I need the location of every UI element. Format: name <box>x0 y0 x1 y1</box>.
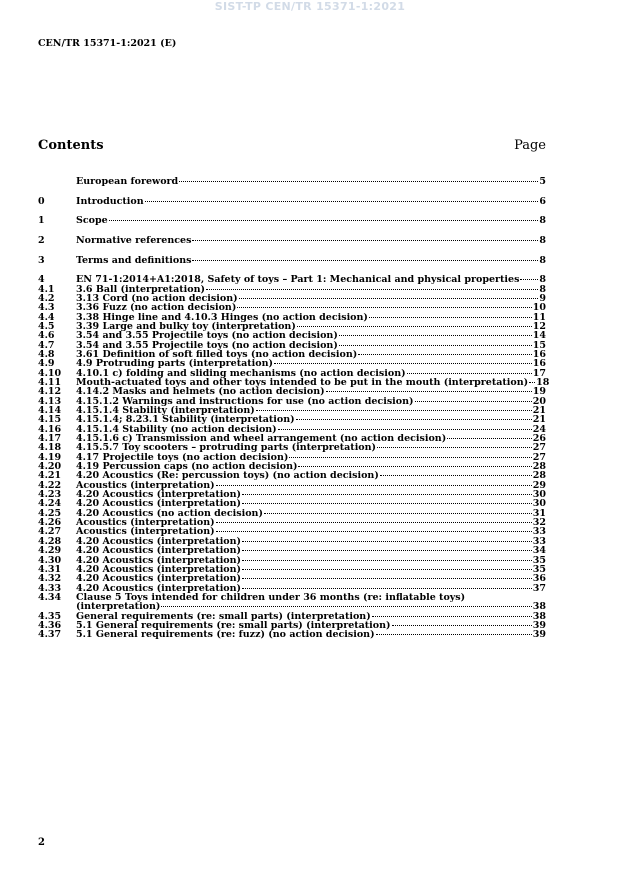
toc-entry-page: 6 <box>539 195 546 207</box>
toc-leader-dots <box>376 634 532 635</box>
toc-entry-page: 27 <box>532 442 546 454</box>
toc-entry-number: 4.13 <box>38 395 62 407</box>
toc-entry-page: 9 <box>539 292 546 304</box>
toc-leader-dots <box>216 485 532 486</box>
toc-entry-title: 4.15.1.4 Stability (interpretation) <box>76 405 255 417</box>
toc-leader-dots <box>339 335 532 336</box>
toc-entry-page: 29 <box>532 479 546 491</box>
toc-entry-title: 4.20 Acoustics (interpretation) <box>76 563 242 575</box>
toc-entry-page: 18 <box>536 376 550 388</box>
toc-entry-page: 28 <box>532 461 546 473</box>
toc-entry-title: 4.15.1.4; 8.23.1 Stability (interpretation) <box>76 414 295 426</box>
toc-entry[interactable] <box>38 256 546 265</box>
toc-leader-dots <box>145 201 539 202</box>
toc-entry-number: 4.24 <box>38 498 62 510</box>
toc-entry-number: 4.30 <box>38 554 62 566</box>
page-column-label: Page <box>514 138 546 153</box>
toc-entry-page: 30 <box>532 489 546 501</box>
toc-entry-title: 3.54 and 3.55 Projectile toys (no action decision) <box>76 339 338 351</box>
toc-entry-title: 4.20 Acoustics (no action decision) <box>76 507 263 519</box>
toc-leader-dots <box>296 419 532 420</box>
toc-entry-title: 5.1 General requirements (re: small parts) (interpretation) <box>76 619 391 631</box>
toc-entry-number: 4.25 <box>38 507 62 519</box>
toc-entry-title: Terms and definitions <box>76 254 192 266</box>
toc-entry-number: 4.20 <box>38 461 62 473</box>
toc-entry-page: 37 <box>532 582 546 594</box>
document-id-header: CEN/TR 15371-1:2021 (E) <box>38 38 177 49</box>
toc-entry-number: 4.7 <box>38 339 55 351</box>
toc-entry-number: 4.9 <box>38 358 55 370</box>
toc-entry[interactable] <box>38 236 546 245</box>
toc-entry-title: 3.36 Fuzz (no action decision) <box>76 302 237 314</box>
toc-entry-number: 4.14 <box>38 405 62 417</box>
toc-entry-title: 4.20 Acoustics (interpretation) <box>76 498 242 510</box>
toc-entry-title: 4.17 Projectile toys (no action decision) <box>76 451 289 463</box>
toc-leader-dots <box>179 181 538 182</box>
toc-entry-number: 4 <box>38 274 45 286</box>
toc-entry-title: 3.6 Ball (interpretation) <box>76 283 205 295</box>
toc-entry[interactable] <box>38 197 546 206</box>
toc-entry-number: 4.21 <box>38 470 62 482</box>
toc-entry-number: 4.12 <box>38 386 62 398</box>
toc-entry-page: 30 <box>532 498 546 510</box>
toc-entry-number: 4.6 <box>38 330 55 342</box>
toc-leader-dots <box>242 541 532 542</box>
toc-entry-title: 5.1 General requirements (re: fuzz) (no action decision) <box>76 629 375 641</box>
toc-entry-title: 3.38 Hinge line and 4.10.3 Hinges (no action decision) <box>76 311 368 323</box>
toc-leader-dots <box>447 438 532 439</box>
contents-heading: Contents <box>38 138 104 153</box>
toc-leader-dots <box>392 625 532 626</box>
toc-entry-page: 16 <box>532 348 546 360</box>
toc-entry-number: 4.36 <box>38 619 62 631</box>
toc-entry-title: 4.10.1 c) folding and sliding mechanisms (no action decision) <box>76 367 406 379</box>
toc-entry-title: 4.15.1.6 c) Transmission and wheel arrangement (no action decision) <box>76 433 447 445</box>
toc-entry-page: 20 <box>532 395 546 407</box>
toc-entry-page: 8 <box>539 254 546 266</box>
toc-entry-title: Acoustics (interpretation) <box>76 526 215 538</box>
toc-entry-number: 4.19 <box>38 451 62 463</box>
toc-leader-dots <box>326 391 532 392</box>
toc-entry-number: 4.4 <box>38 311 55 323</box>
toc-leader-dots <box>415 401 532 402</box>
toc-entry-page: 5 <box>539 176 546 187</box>
toc-entry-page: 21 <box>532 414 546 426</box>
toc-entry-number: 4.31 <box>38 563 62 575</box>
toc-entry-title: 3.39 Large and bulky toy (interpretation) <box>76 320 296 332</box>
toc-entry-page: 21 <box>532 405 546 417</box>
table-of-contents <box>38 176 550 641</box>
toc-entry-page: 36 <box>532 573 546 585</box>
toc-leader-dots <box>297 326 532 327</box>
toc-entry-title: 3.61 Definition of soft filled toys (no action decision) <box>76 348 358 360</box>
toc-leader-dots <box>216 522 532 523</box>
toc-entry[interactable] <box>38 177 546 186</box>
toc-entry-title: 4.14.2 Masks and helmets (no action decision) <box>76 386 325 398</box>
toc-leader-dots <box>264 513 532 514</box>
toc-entry-page: 8 <box>539 283 546 295</box>
toc-entry-number: 4.32 <box>38 573 62 585</box>
toc-entry-number: 4.29 <box>38 545 62 557</box>
toc-entry-number: 4.16 <box>38 423 62 435</box>
toc-leader-dots <box>256 410 532 411</box>
toc-entry-number: 4.35 <box>38 610 62 622</box>
toc-leader-dots <box>242 569 532 570</box>
toc-entry-page: 10 <box>532 302 546 314</box>
toc-entry-page: 39 <box>532 629 546 641</box>
toc-leader-dots <box>278 429 532 430</box>
toc-entry-page: 12 <box>532 320 546 332</box>
toc-entry[interactable] <box>38 630 546 639</box>
toc-entry-page: 31 <box>532 507 546 519</box>
toc-entry-number: 4.1 <box>38 283 55 295</box>
toc-entry-number: 4.2 <box>38 292 55 304</box>
toc-leader-dots <box>339 345 532 346</box>
toc-leader-dots <box>274 363 532 364</box>
toc-leader-dots <box>529 382 535 383</box>
toc-entry-title: European foreword <box>76 176 179 187</box>
toc-leader-dots <box>520 279 538 280</box>
toc-entry-title: Scope <box>76 215 108 227</box>
toc-entry-page: 32 <box>532 517 546 529</box>
toc-entry-title-continued: (interpretation) <box>76 601 161 613</box>
toc-leader-dots <box>242 494 532 495</box>
toc-entry-title: 4.20 Acoustics (interpretation) <box>76 554 242 566</box>
toc-entry-page: 35 <box>532 563 546 575</box>
toc-entry-number: 4.17 <box>38 433 62 445</box>
toc-entry-number: 4.22 <box>38 479 62 491</box>
toc-leader-dots <box>242 588 532 589</box>
watermark: SIST-TP CEN/TR 15371-1:2021 <box>214 0 406 13</box>
toc-entry-number: 4.26 <box>38 517 62 529</box>
toc-entry-title: 3.54 and 3.55 Projectile toys (no action decision) <box>76 330 338 342</box>
toc-entry-page: 14 <box>532 330 546 342</box>
toc-entry-number: 4.3 <box>38 302 55 314</box>
toc-entry-page: 26 <box>532 433 546 445</box>
toc-leader-dots <box>289 457 531 458</box>
toc-entry-page: 35 <box>532 554 546 566</box>
toc-entry-number: 4.15 <box>38 414 62 426</box>
toc-entry-number: 2 <box>38 234 45 246</box>
toc-entry-page: 27 <box>532 451 546 463</box>
toc-entry-title: 4.20 Acoustics (interpretation) <box>76 582 242 594</box>
toc-leader-dots <box>192 260 538 261</box>
toc-entry-number: 4.33 <box>38 582 62 594</box>
toc-entry-title: Clause 5 Toys intended for children under 36 months (re: inflatable toys) <box>76 591 466 603</box>
toc-leader-dots <box>242 503 532 504</box>
toc-leader-dots <box>372 616 532 617</box>
toc-entry-number: 4.11 <box>38 376 62 388</box>
toc-entry-page: 24 <box>532 423 546 435</box>
toc-leader-dots <box>109 220 539 221</box>
toc-leader-dots <box>206 289 538 290</box>
toc-entry-title: 4.20 Acoustics (Re: percussion toys) (no action decision) <box>76 470 379 482</box>
toc-entry-title: 4.9 Protruding parts (interpretation) <box>76 358 273 370</box>
toc-leader-dots <box>380 475 532 476</box>
toc-entry-page: 17 <box>532 367 546 379</box>
toc-entry-number: 4.23 <box>38 489 62 501</box>
toc-leader-dots <box>298 466 531 467</box>
toc-entry-title: 4.15.1.4 Stability (no action decision) <box>76 423 277 435</box>
toc-entry-number: 4.18 <box>38 442 62 454</box>
toc-entry-title: Introduction <box>76 195 144 207</box>
toc-leader-dots <box>242 550 532 551</box>
toc-entry-number: 4.5 <box>38 320 55 332</box>
toc-entry-page: 38 <box>532 601 546 613</box>
toc-entry-page: 33 <box>532 535 546 547</box>
toc-entry-number: 4.28 <box>38 535 62 547</box>
toc-entry-title: 4.20 Acoustics (interpretation) <box>76 573 242 585</box>
toc-entry-number: 4.34 <box>38 591 62 603</box>
toc-entry-title: Acoustics (interpretation) <box>76 517 215 529</box>
toc-leader-dots <box>242 578 532 579</box>
toc-entry-page: 33 <box>532 526 546 538</box>
toc-leader-dots <box>216 531 532 532</box>
toc-entry-page: 16 <box>532 358 546 370</box>
toc-leader-dots <box>358 354 532 355</box>
toc-entry-title: 4.20 Acoustics (interpretation) <box>76 545 242 557</box>
toc-entry-title: 3.13 Cord (no action decision) <box>76 292 238 304</box>
toc-leader-dots <box>192 240 538 241</box>
toc-entry-page: 11 <box>532 311 546 323</box>
toc-entry-page: 34 <box>532 545 546 557</box>
toc-entry-page: 39 <box>532 619 546 631</box>
toc-leader-dots <box>242 560 532 561</box>
toc-leader-dots <box>237 307 531 308</box>
toc-entry-number: 3 <box>38 254 45 266</box>
toc-entry-number: 0 <box>38 195 45 207</box>
toc-leader-dots <box>407 373 532 374</box>
toc-entry-title: Normative references <box>76 234 192 246</box>
toc-entry-number: 4.8 <box>38 348 55 360</box>
toc-entry[interactable] <box>38 216 546 225</box>
toc-entry-title: EN 71-1:2014+A1:2018, Safety of toys – Part 1: Mechanical and physical properties <box>76 274 520 286</box>
toc-leader-dots <box>239 298 539 299</box>
toc-leader-dots <box>369 317 532 318</box>
toc-entry-page: 19 <box>532 386 546 398</box>
toc-entry-title: General requirements (re: small parts) (interpretation) <box>76 610 371 622</box>
toc-entry-title: 4.20 Acoustics (interpretation) <box>76 489 242 501</box>
toc-entry-page: 28 <box>532 470 546 482</box>
toc-entry-page: 8 <box>539 234 546 246</box>
toc-entry-title: Acoustics (interpretation) <box>76 479 215 491</box>
toc-entry-number: 1 <box>38 215 45 227</box>
toc-entry-page: 38 <box>532 610 546 622</box>
toc-entry-number: 4.37 <box>38 629 62 641</box>
toc-entry-page: 8 <box>539 274 546 286</box>
toc-entry-number: 4.10 <box>38 367 62 379</box>
toc-leader-dots <box>377 447 532 448</box>
toc-entry-title: Mouth-actuated toys and other toys intended to be put in the mouth (interpretation) <box>76 376 529 388</box>
toc-entry-page: 15 <box>532 339 546 351</box>
toc-entry-title: 4.20 Acoustics (interpretation) <box>76 535 242 547</box>
toc-entry-page: 8 <box>539 215 546 227</box>
toc-entry-number: 4.27 <box>38 526 62 538</box>
toc-entry-title: 4.19 Percussion caps (no action decision) <box>76 461 298 473</box>
toc-entry-title: 4.15.1.2 Warnings and instructions for use (no action decision) <box>76 395 414 407</box>
toc-entry-title: 4.15.5.7 Toy scooters – protruding parts (interpretation) <box>76 442 377 454</box>
toc-leader-dots <box>161 606 531 607</box>
footer-page-number: 2 <box>38 837 45 848</box>
